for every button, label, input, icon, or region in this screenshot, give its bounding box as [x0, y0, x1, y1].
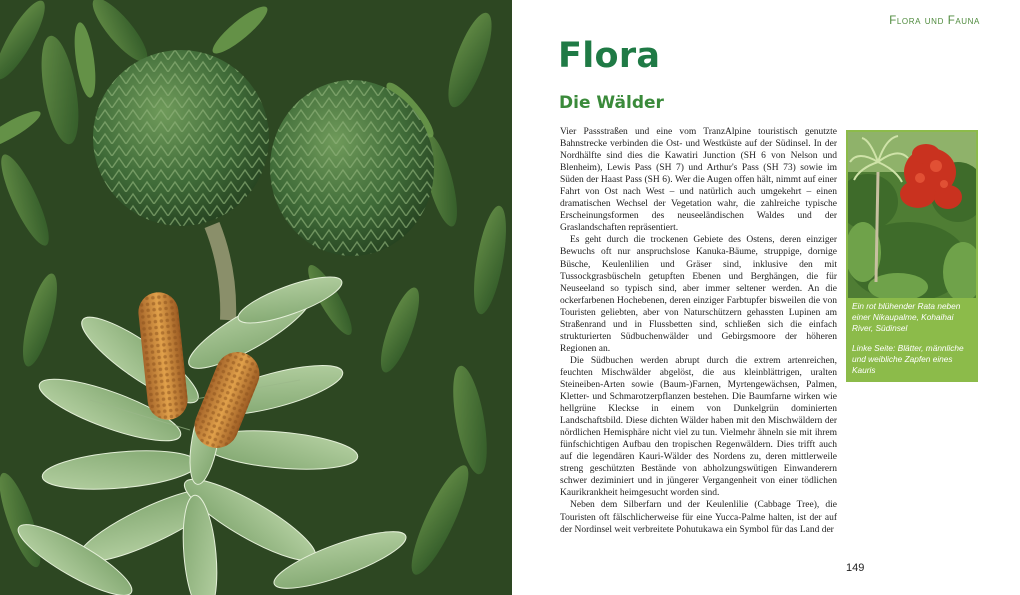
- chapter-title: Flora: [558, 36, 661, 76]
- sidebar-photo-box: [846, 130, 978, 382]
- running-header: Flora und Fauna: [889, 15, 980, 27]
- photo-caption: Ein rot blühender Rata neben einer Nikaupalme, Kohaihai River, Südinsel: [852, 301, 961, 333]
- section-title: Die Wälder: [559, 93, 664, 113]
- body-paragraph: Neben dem Silberfarn und der Keulenlilie (Cabbage Tree), die Touristen oft fälschlicherweise für eine Yucca-Palme halten, ist der auf der Nordinsel weit verbreitete Pohutukawa ein Symbol für das Land der: [560, 500, 837, 535]
- facing-page-caption: Linke Seite: Blätter, männliche und weibliche Zapfen eines Kauris: [852, 343, 964, 375]
- body-paragraph: Vier Passstraßen und eine vom TranzAlpine touristisch genutzte Bahnstrecke verbinden die Ost- und Westküste auf der Südinsel. In der Nordhälfte sind dies die Kawatiri Junction (SH 6 von Nelson und Blenheim), Lewis Pass (SH 7) und Arthur's Pass (SH 73) sowie im Süden der Haast Pass (SH 6). Wer die Augen offen hält, nimmt auf einer Fahrt von Ost nach West – und natürlich auch umgekehrt – einen dramatischen Wechsel der Vegetation wahr, die zahlreiche typische Erscheinungsformen des neuseeländischen Waldes und der Graslandschaften repräsentiert.: [560, 127, 837, 234]
- body-text: [560, 126, 837, 551]
- rata-tree-photo: [848, 132, 976, 298]
- page-number: 149: [846, 562, 865, 574]
- body-paragraph: Die Südbuchen werden abrupt durch die extrem artenreichen, feuchten Mischwälder abgelöst, die aus kleinblättrigen, uralten Steineiben-Arten sowie (Baum-)Farnen, Myrtengewächsen, Palmen, Kletter- und Schmarotzerpflanzen bestehen. Die Baumfarne wirken wie hellgrüne Kleckse in einem von Dunkelgrün dominierten Landschaftsbild. Diese dichten Wälder haben mit den Mischwäldern der nördlichen Hemisphäre nicht viel zu tun. Vielmehr ähneln sie mit ihrem fünfschichtigen Aufbau den tropischen Regenwäldern. Dies trifft auch auf die legendären Kauri-Wälder des Nordens zu, deren mittlerweile streng geschützten Bestände von abholzungswütigen Einwanderern schwer deziminiert und in jüngerer Vergangenheit von einer tödlichen Kaurikrankheit heimgesucht worden sind.: [560, 355, 837, 499]
- body-paragraph: Es geht durch die trockenen Gebiete des Ostens, deren einziger Bewuchs oft nur anspruchslose Kanuka-Bäume, struppige, dornige Büsche, Keulenlilien und Gräser sind, inklusive den mit Tussockgrasbüscheln getupften Ebenen und Berghängen, die für Neuseeland so typisch sind, aber immer seltener werden. An die ockerfarbenen Hochebenen, deren einziger Farbtupfer bisweilen die von Touristen geliebten, aber von Naturschützern gehassten Lupinen am Straßenrand und in Flussbetten sind, schließen sich die einfach strukturierten Südbuchenwälder und Gebirgsmoore der höheren Regionen an.: [560, 235, 837, 354]
